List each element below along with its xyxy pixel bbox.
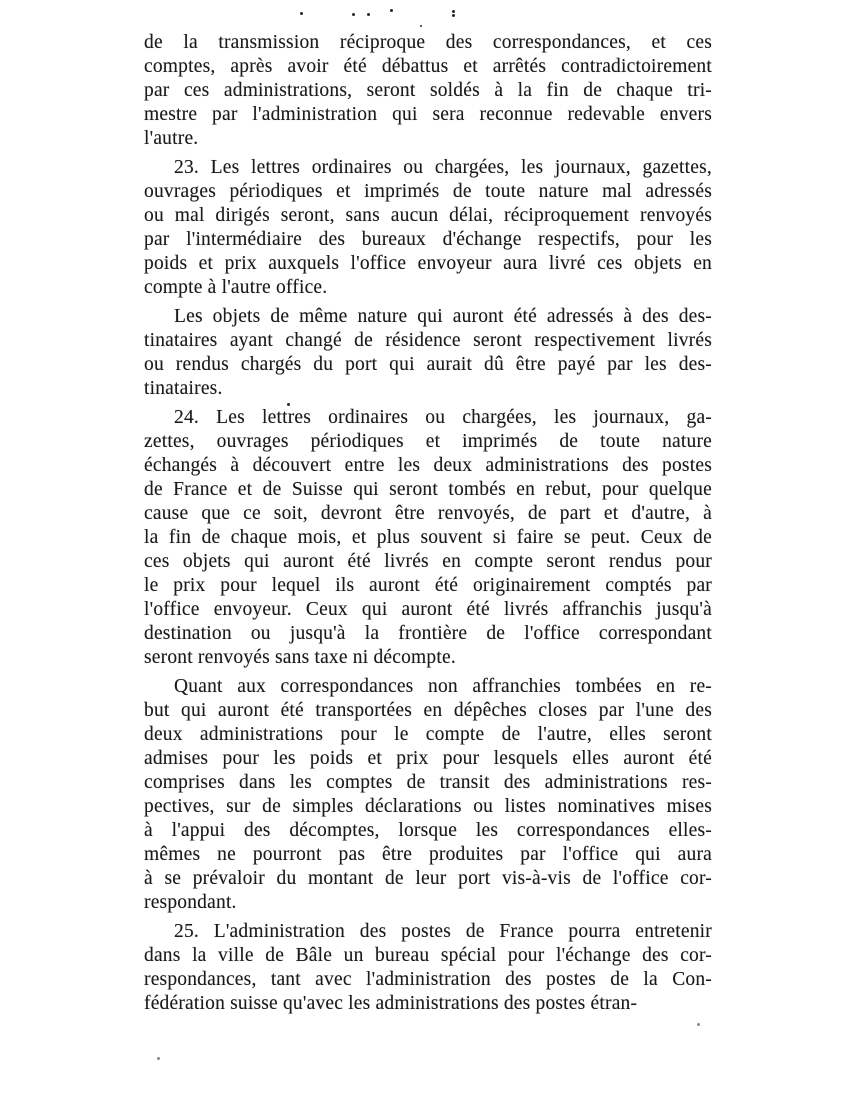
text-line: la fin de chaque mois, et plus souvent si faire se peut. Ceux de <box>144 527 712 548</box>
text-line: ouvrages périodiques et imprimés de toute nature mal adressés <box>144 181 712 202</box>
text-line: tinataires ayant changé de résidence seront respectivement livrés <box>144 330 712 351</box>
text-line: mestre par l'administration qui sera reconnue redevable envers <box>144 104 712 125</box>
paragraph <box>144 675 712 915</box>
text-line: deux administrations pour le compte de l'autre, elles seront <box>144 724 712 745</box>
text-line: fédération suisse qu'avec les administrations des postes étran- <box>144 993 638 1014</box>
text-line: respondances, tant avec l'administration des postes de la Con- <box>144 969 712 990</box>
text-line: cause que ce soit, devront être renvoyés, de part et d'autre, à <box>144 503 712 524</box>
scan-speck <box>697 1023 700 1026</box>
text-line: à se prévaloir du montant de leur port vis-à-vis de l'office cor- <box>144 868 712 889</box>
text-block <box>144 31 712 1016</box>
scan-speck <box>287 403 290 406</box>
scan-speck <box>300 12 303 15</box>
paragraph <box>144 156 712 300</box>
text-line: destination ou jusqu'à la frontière de l'office correspondant <box>144 623 712 644</box>
scan-speck <box>452 14 455 17</box>
scan-speck <box>452 10 455 13</box>
text-line: échangés à découvert entre les deux administrations des postes <box>144 455 712 476</box>
text-line: comprises dans les comptes de transit des administrations res- <box>144 772 712 793</box>
text-line: respondant. <box>144 892 237 913</box>
text-line: admises pour les poids et prix pour lesquels elles auront été <box>144 748 712 769</box>
text-line: ou rendus chargés du port qui aurait dû être payé par les des- <box>144 354 712 375</box>
scan-speck <box>420 25 422 27</box>
text-line: 23. Les lettres ordinaires ou chargées, les journaux, gazettes, <box>174 157 712 178</box>
text-line: à l'appui des décomptes, lorsque les correspondances elles- <box>144 820 712 841</box>
scan-speck <box>352 13 355 16</box>
scan-speck <box>157 1057 160 1060</box>
text-line: le prix pour lequel ils auront été originairement comptés par <box>144 575 712 596</box>
text-line: compte à l'autre office. <box>144 277 328 298</box>
text-line: mêmes ne pourront pas être produites par l'office qui aura <box>144 844 712 865</box>
paragraph <box>144 305 712 401</box>
text-line: l'autre. <box>144 128 199 149</box>
text-line: seront renvoyés sans taxe ni décompte. <box>144 647 456 668</box>
text-line: dans la ville de Bâle un bureau spécial pour l'échange des cor- <box>144 945 712 966</box>
paragraph <box>144 920 712 1016</box>
text-line: tinataires. <box>144 378 223 399</box>
text-line: 24. Les lettres ordinaires ou chargées, les journaux, ga- <box>174 407 712 428</box>
text-line: par l'intermédiaire des bureaux d'échange respectifs, pour les <box>144 229 712 250</box>
text-line: par ces administrations, seront soldés à la fin de chaque tri- <box>144 80 712 101</box>
text-line: but qui auront été transportées en dépêches closes par l'une des <box>144 700 712 721</box>
paragraph <box>144 406 712 670</box>
scan-speck <box>390 9 393 12</box>
text-line: de la transmission réciproque des correspondances, et ces <box>144 32 712 53</box>
text-line: ces objets qui auront été livrés en compte seront rendus pour <box>144 551 712 572</box>
text-line: zettes, ouvrages périodiques et imprimés de toute nature <box>144 431 712 452</box>
text-line: de France et de Suisse qui seront tombés en rebut, pour quelque <box>144 479 712 500</box>
text-line: poids et prix auxquels l'office envoyeur aura livré ces objets en <box>144 253 712 274</box>
scan-speck <box>367 13 370 16</box>
text-line: pectives, sur de simples déclarations ou listes nominatives mises <box>144 796 712 817</box>
paragraph <box>144 31 712 151</box>
text-line: Quant aux correspondances non affranchies tombées en re- <box>174 676 712 697</box>
text-line: l'office envoyeur. Ceux qui auront été livrés affranchis jusqu'à <box>144 599 712 620</box>
text-line: ou mal dirigés seront, sans aucun délai, réciproquement renvoyés <box>144 205 712 226</box>
text-line: Les objets de même nature qui auront été adressés à des des- <box>174 306 712 327</box>
text-line: 25. L'administration des postes de France pourra entretenir <box>174 921 712 942</box>
text-line: comptes, après avoir été débattus et arrêtés contradictoirement <box>144 56 712 77</box>
